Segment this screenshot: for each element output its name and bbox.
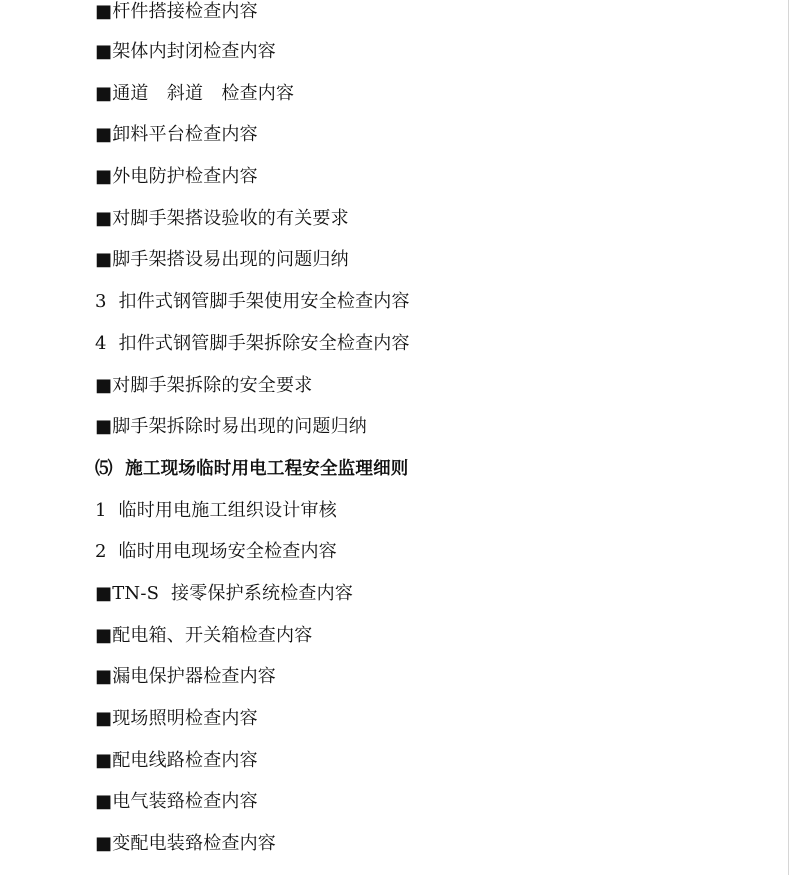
- text-line: ■电气装臵检查内容: [95, 791, 258, 813]
- text-line: ■TN-S 接零保护系统检查内容: [95, 582, 354, 604]
- text-line: ■对脚手架搭设验收的有关要求: [95, 207, 349, 229]
- text-line: ■脚手架拆除时易出现的问题归纳: [95, 416, 368, 438]
- text-line: ■配电线路检查内容: [95, 749, 258, 771]
- text-line: ■脚手架搭设易出现的问题归纳: [95, 249, 349, 271]
- text-line: ■配电箱、开关箱检查内容: [95, 624, 313, 646]
- page-edge-divider: [788, 0, 789, 875]
- text-line: ■外电防护检查内容: [95, 166, 258, 188]
- text-line: ■对脚手架拆除的安全要求: [95, 374, 313, 396]
- text-line: 2 临时用电现场安全检查内容: [95, 541, 337, 563]
- text-lines: [95, 0, 775, 874]
- text-line: ■杆件搭接检查内容: [95, 1, 258, 22]
- text-line: 3 扣件式钢管脚手架使用安全检查内容: [95, 291, 410, 313]
- section-heading: ⑸ 施工现场临时用电工程安全监理细则: [95, 458, 409, 479]
- text-line: 1 临时用电施工组织设计审核: [95, 499, 337, 521]
- text-line: ■架体内封闭检查内容: [95, 41, 277, 62]
- text-line: ■现场照明检查内容: [95, 708, 258, 729]
- text-line: 4 扣件式钢管脚手架拆除安全检查内容: [95, 332, 410, 354]
- text-line: ■卸料平台检查内容: [95, 124, 258, 146]
- text-line: ■通道 斜道 检查内容: [95, 82, 295, 104]
- text-line: ■变配电装臵检查内容: [95, 833, 277, 855]
- text-line: ■漏电保护器检查内容: [95, 666, 277, 688]
